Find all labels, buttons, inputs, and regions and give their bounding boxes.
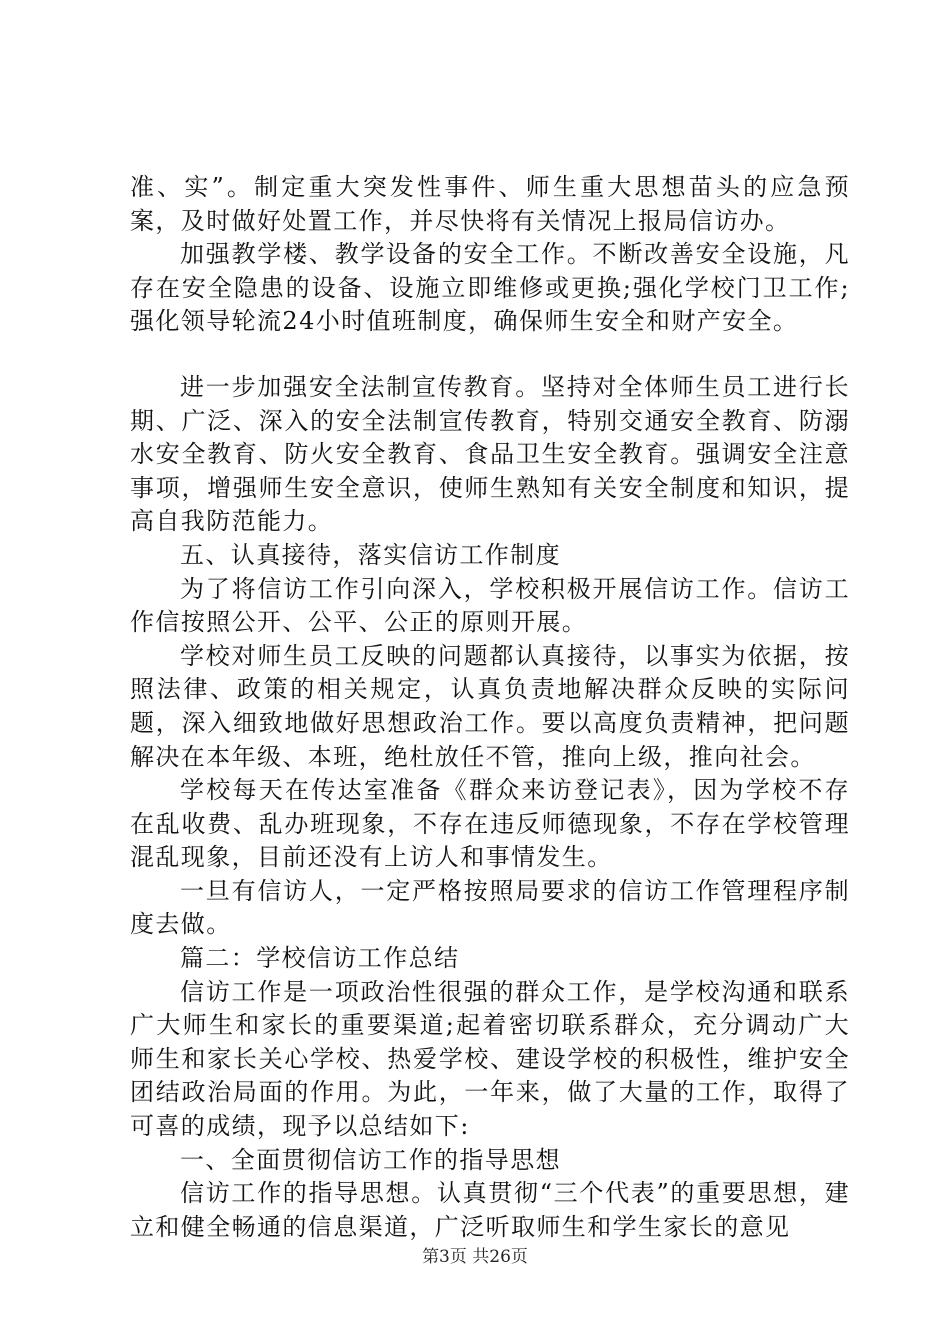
paragraph-procedure: 一旦有信访人，一定严格按照局要求的信访工作管理程序制度去做。 — [130, 876, 850, 939]
page-number-footer: 第3页 共26页 — [422, 1247, 528, 1267]
document-body — [130, 171, 850, 1244]
paragraph-emergency-plan: 准、实”。制定重大突发性事件、师生重大思想苗头的应急预案，及时做好处置工作，并尽快将有关情况上报局信访办。 — [130, 173, 850, 235]
paragraph-reception: 学校对师生员工反映的问题都认真接待，以事实为依据，按照法律、政策的相关规定，认真负责地解决群众反映的实际问题，深入细致地做好思想政治工作。要以高度负责精神，把问题解决在本年级、本班，绝杜放任不管，推向上级，推向社会。 — [130, 641, 850, 771]
section-heading-one: 一、全面贯彻信访工作的指导思想 — [180, 1145, 561, 1174]
paragraph-safety-education: 进一步加强安全法制宣传教育。坚持对全体师生员工进行长期、广泛、深入的安全法制宣传教育，特别交通安全教育、防溺水安全教育、防火安全教育、食品卫生安全教育。强调安全注意事项，增强师生安全意识，使师生熟知有关安全制度和知识，提高自我防范能力。 — [130, 372, 850, 536]
article-two-heading: 篇二：学校信访工作总结 — [180, 944, 460, 973]
paragraph-summary-intro: 信访工作是一项政治性很强的群众工作，是学校沟通和联系广大师生和家长的重要渠道;起着密切联系群众，充分调动广大师生和家长关心学校、热爱学校、建设学校的积极性，维护安全团结政治局面的作用。为此，一年来，做了大量的工作，取得了可喜的成绩，现予以总结如下: — [130, 977, 850, 1141]
section-heading-five: 五、认真接待，落实信访工作制度 — [180, 540, 561, 569]
paragraph-spacer — [130, 339, 850, 371]
paragraph-guiding-ideology: 信访工作的指导思想。认真贯彻“三个代表”的重要思想，建立和健全畅通的信息渠道，广泛听取师生和学生家长的意见 — [130, 1179, 850, 1241]
paragraph-building-safety: 加强教学楼、教学设备的安全工作。不断改善安全设施，凡存在安全隐患的设备、设施立即维修或更换;强化学校门卫工作;强化领导轮流24小时值班制度，确保师生安全和财产安全。 — [130, 240, 850, 336]
paragraph-registration-form: 学校每天在传达室准备《群众来访登记表》，因为学校不存在乱收费、乱办班现象，不存在违反师德现象，不存在学校管理混乱现象，目前还没有上访人和事情发生。 — [130, 776, 850, 872]
paragraph-petition-deepen: 为了将信访工作引向深入，学校积极开展信访工作。信访工作信按照公开、公平、公正的原则开展。 — [130, 574, 850, 637]
